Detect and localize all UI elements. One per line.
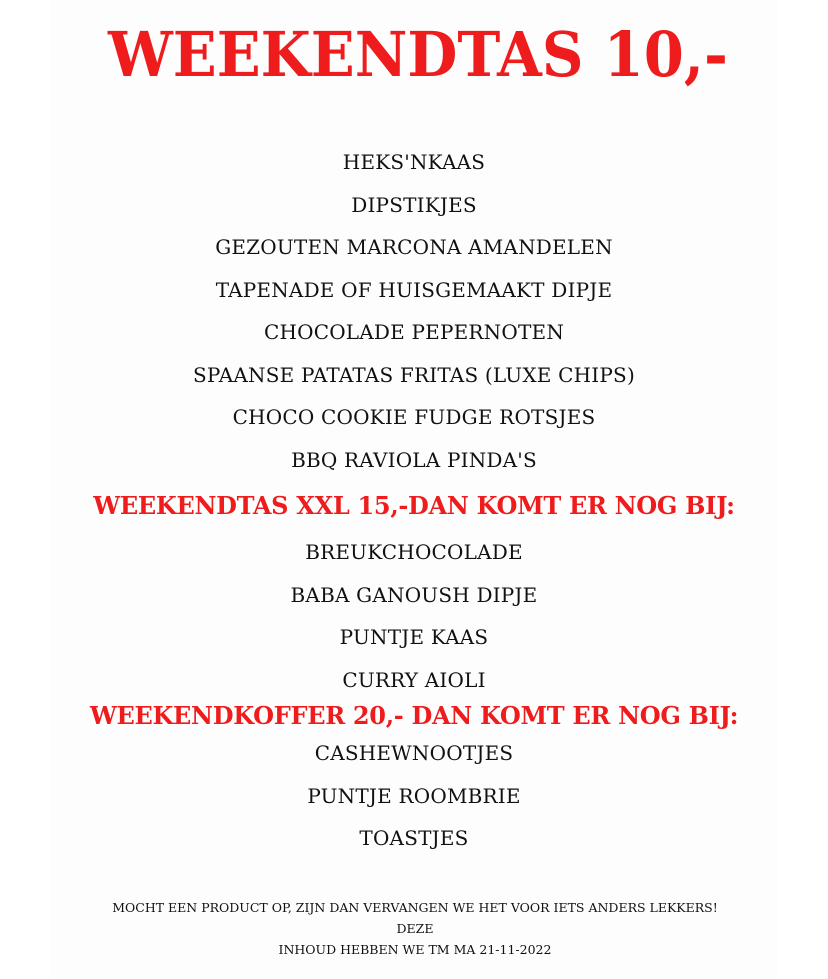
page-title: WEEKENDTAS 10,- — [108, 18, 728, 91]
list-item: BABA GANOUSH DIPJE — [290, 583, 538, 607]
list-item: SPAANSE PATATAS FRITAS (LUXE CHIPS) — [193, 363, 635, 387]
footer-line: INHOUD HEBBEN WE TM MA 21-11-2022 — [278, 942, 552, 957]
list-item: GEZOUTEN MARCONA AMANDELEN — [215, 235, 613, 259]
xxl-heading: WEEKENDTAS XXL 15,-DAN KOMT ER NOG BIJ: — [93, 491, 735, 520]
list-item: TAPENADE OF HUISGEMAAKT DIPJE — [215, 278, 613, 302]
footer-note — [95, 897, 735, 960]
list-item: CURRY AIOLI — [342, 668, 486, 692]
list-item: TOASTJES — [359, 826, 469, 850]
list-item: PUNTJE ROOMBRIE — [307, 784, 521, 808]
list-item: CASHEWNOOTJES — [314, 741, 514, 765]
list-item: PUNTJE KAAS — [339, 625, 489, 649]
koffer-heading: WEEKENDKOFFER 20,- DAN KOMT ER NOG BIJ: — [89, 701, 739, 730]
list-item: HEKS'NKAAS — [342, 150, 486, 174]
list-item: CHOCO COOKIE FUDGE ROTSJES — [232, 405, 596, 429]
list-item: DIPSTIKJES — [351, 193, 477, 217]
list-item: BREUKCHOCOLADE — [305, 540, 523, 564]
list-item: BBQ RAVIOLA PINDA'S — [291, 448, 537, 472]
footer-line: MOCHT EEN PRODUCT OP, ZIJN DAN VERVANGEN WE HET VOOR IETS ANDERS LEKKERS! DEZE — [112, 900, 718, 936]
list-item: CHOCOLADE PEPERNOTEN — [263, 320, 565, 344]
